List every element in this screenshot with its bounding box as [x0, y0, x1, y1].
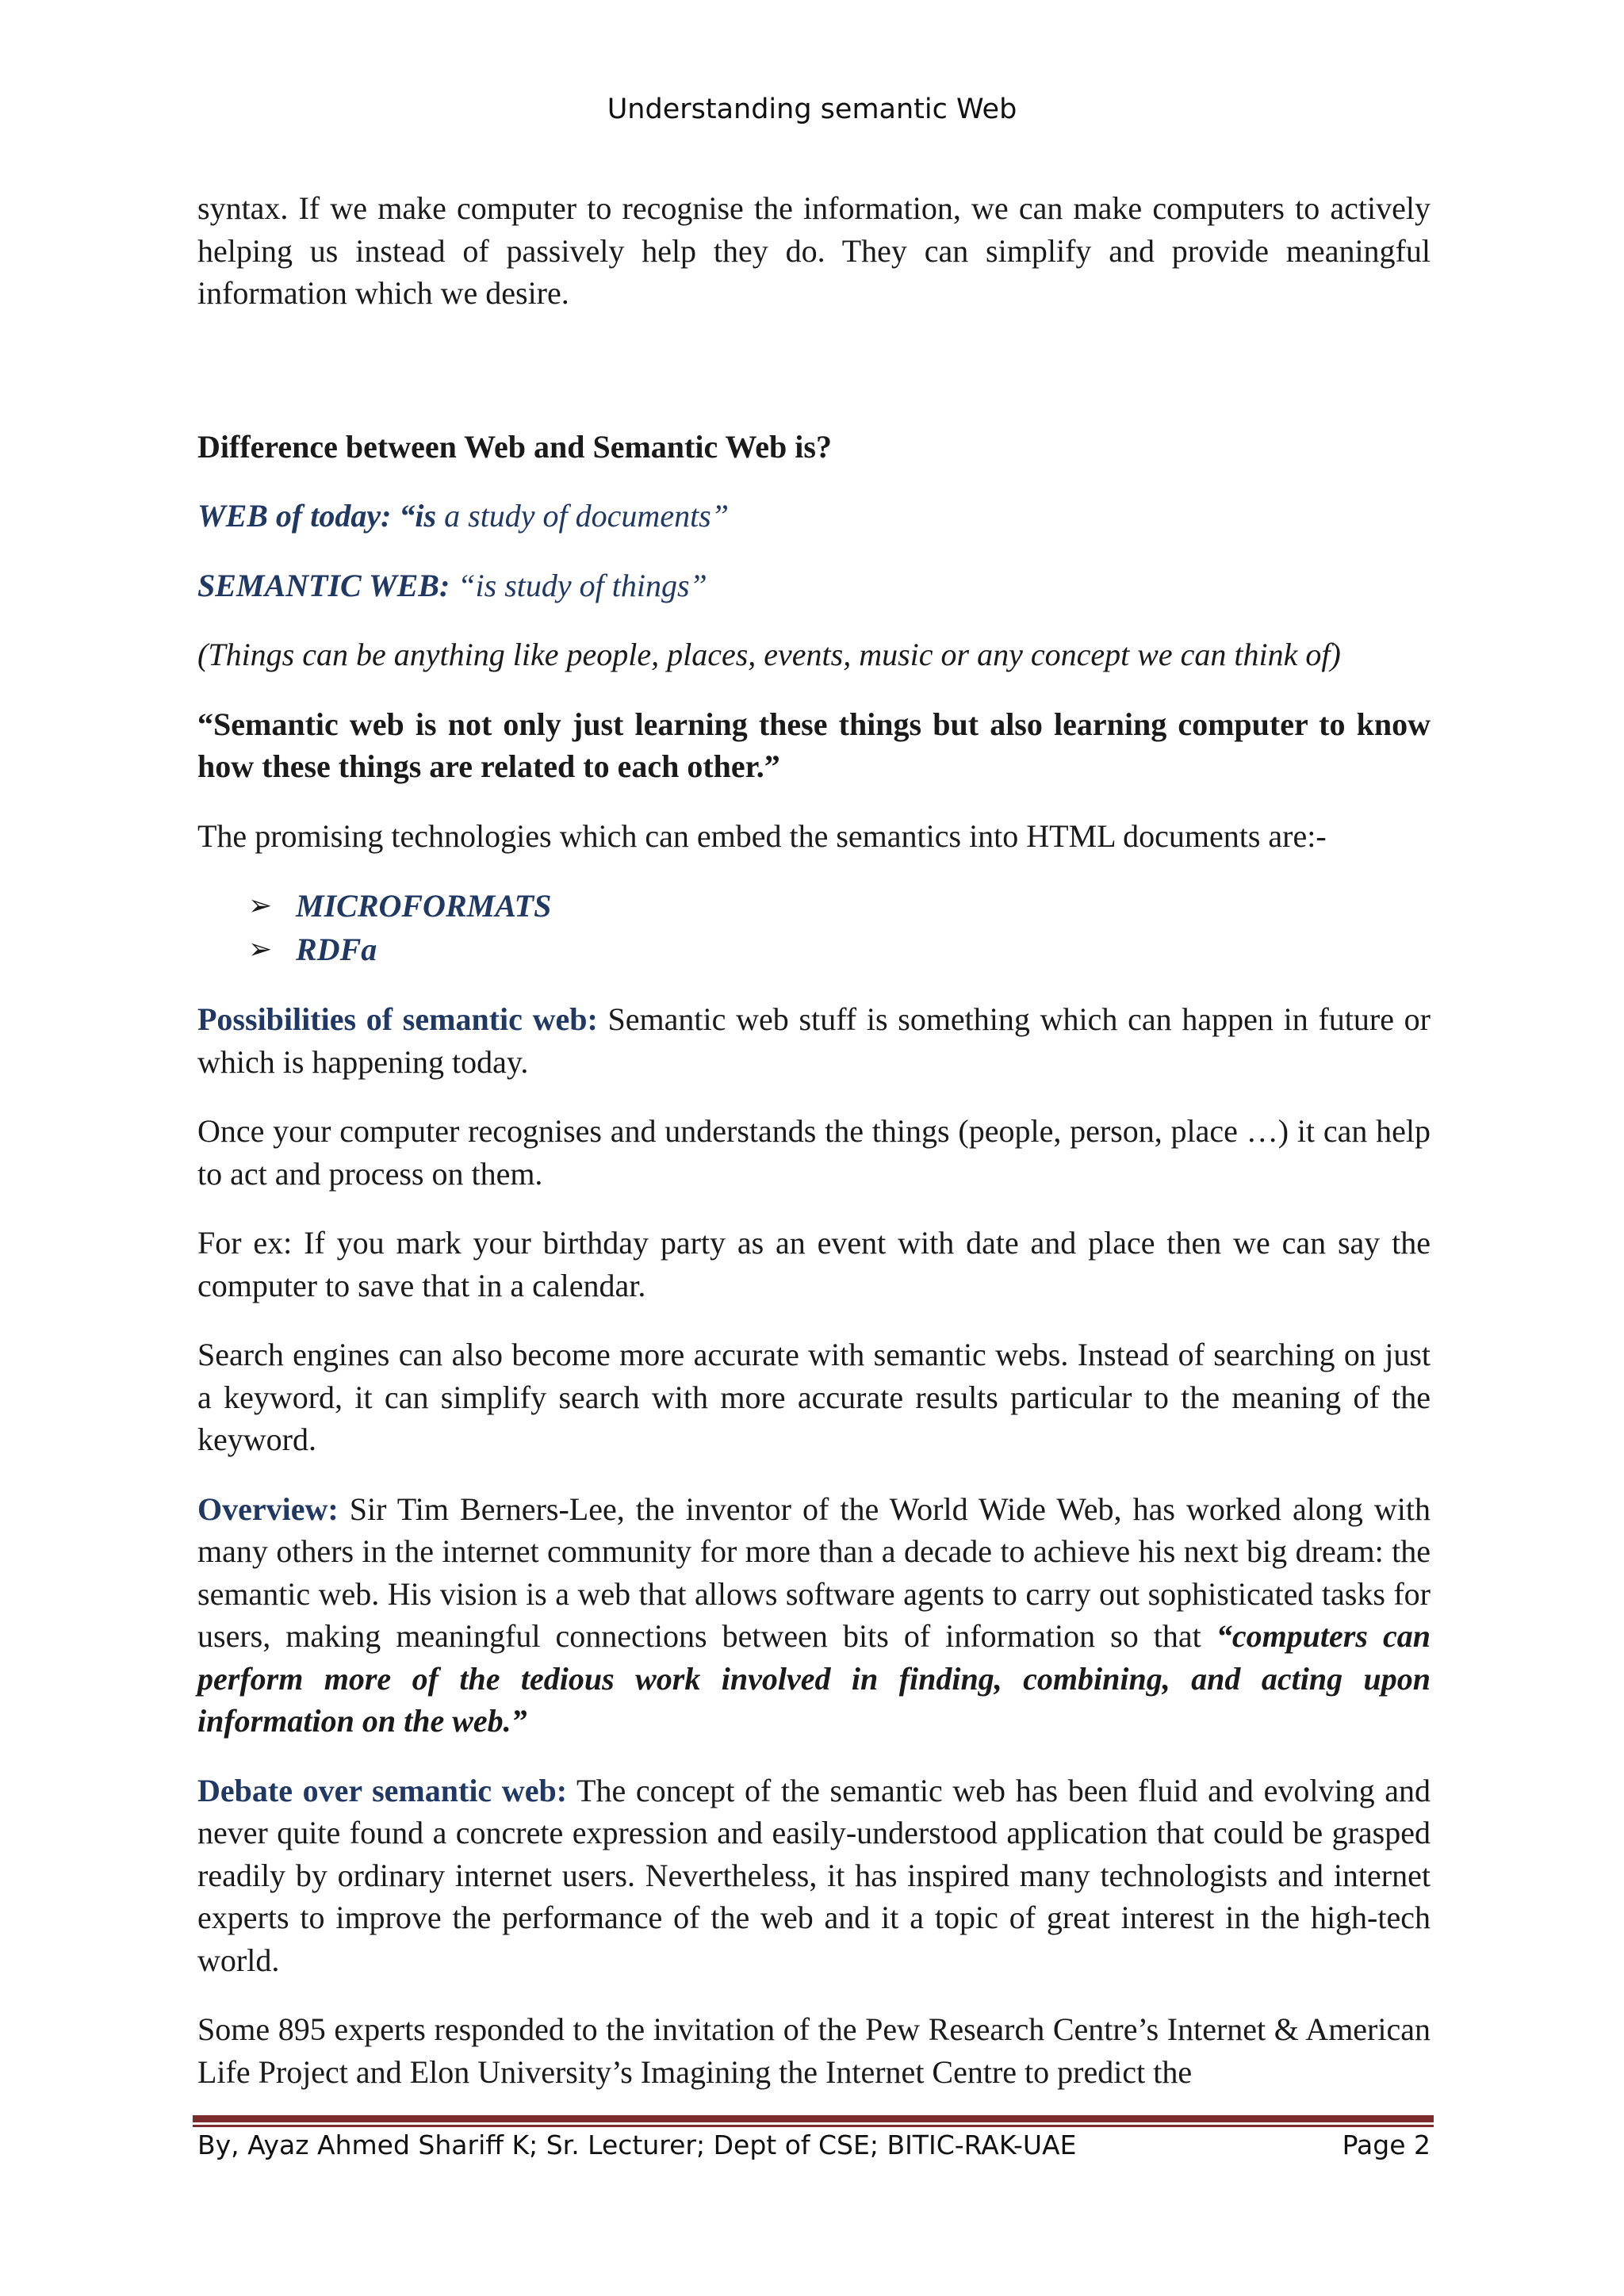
debate-label: Debate over semantic web:	[197, 1772, 568, 1808]
web-today-label: WEB of today: “is	[197, 498, 437, 534]
once-paragraph: Once your computer recognises and understands the things (people, person, place …) it can help to act and process on them.	[197, 1113, 1431, 1192]
things-note: (Things can be anything like people, places, events, music or any concept we can think of)	[197, 637, 1341, 672]
footer-page-number: Page 2	[1342, 2130, 1431, 2160]
semantic-web-text: “is study of things”	[450, 567, 707, 603]
web-today-text: a study of documents”	[436, 498, 729, 534]
overview-text: Sir Tim Berners-Lee, the inventor of the World Wide Web, has worked along with many others in the internet community for more than a decade to achieve his next big dream: the semantic web. His vision is a web that allows software agents to carry out sophisticated tasks for users, making meaningful connections between bits of information so that	[197, 1490, 1431, 1654]
overview-quote: “computers can perform more of the tedious work involved in finding, combining, and acting upon information on the web.”	[197, 1618, 1431, 1739]
footer-divider	[193, 2115, 1434, 2127]
possibilities-paragraph	[197, 998, 1431, 1083]
forex-paragraph: For ex: If you mark your birthday party as an event with date and place then we can say the computer to save that in a calendar.	[197, 1225, 1431, 1303]
page-header-title: Understanding semantic Web	[607, 94, 1017, 125]
arrow-bullet-icon: ➢	[248, 889, 273, 922]
overview-paragraph	[197, 1488, 1431, 1743]
semantic-web-line	[197, 564, 1431, 607]
debate-paragraph	[197, 1770, 1431, 1982]
page-footer	[197, 2130, 1431, 2160]
experts-paragraph: Some 895 experts responded to the invitation of the Pew Research Centre’s Internet & American Life Project and Elon University’s Imagining the Internet Centre to predict the	[197, 2011, 1431, 2090]
technology-rdfa: RDFa	[296, 931, 377, 967]
possibilities-text: Semantic web stuff is something which can happen in future or which is happening today.	[197, 1001, 1431, 1080]
search-paragraph: Search engines can also become more accurate with semantic webs. Instead of searching on just a keyword, it can simplify search with more accurate results particular to the meaning of the keyword.	[197, 1337, 1431, 1457]
difference-heading: Difference between Web and Semantic Web is?	[197, 428, 832, 465]
web-today-line	[197, 495, 1431, 538]
intro-paragraph: syntax. If we make computer to recognise the information, we can make computers to actively helping us instead of passively help they do. They can simplify and provide meaningful information which we desire.	[197, 190, 1431, 311]
document-body	[197, 187, 1431, 2093]
list-item	[248, 884, 1431, 928]
list-item	[248, 928, 1431, 971]
footer-author: By, Ayaz Ahmed Shariff K; Sr. Lecturer; Dept of CSE; BITIC-RAK-UAE	[197, 2130, 1077, 2160]
semantic-quote: “Semantic web is not only just learning these things but also learning computer to know how these things are related to each other.”	[197, 706, 1431, 784]
technologies-list	[197, 884, 1431, 971]
technology-microformats: MICROFORMATS	[296, 887, 552, 924]
debate-text: The concept of the semantic web has been fluid and evolving and never quite found a concrete expression and easily-understood application that could be grasped readily by ordinary internet users. Nevertheless, it has inspired many technologists and internet experts to improve the performance of the web and it a topic of great interest in the high-tech world.	[197, 1772, 1431, 1978]
arrow-bullet-icon: ➢	[248, 932, 273, 966]
semantic-web-label: SEMANTIC WEB:	[197, 567, 450, 603]
technologies-intro: The promising technologies which can embed the semantics into HTML documents are:-	[197, 817, 1327, 854]
possibilities-label: Possibilities of semantic web:	[197, 1001, 598, 1037]
overview-label: Overview:	[197, 1490, 339, 1527]
